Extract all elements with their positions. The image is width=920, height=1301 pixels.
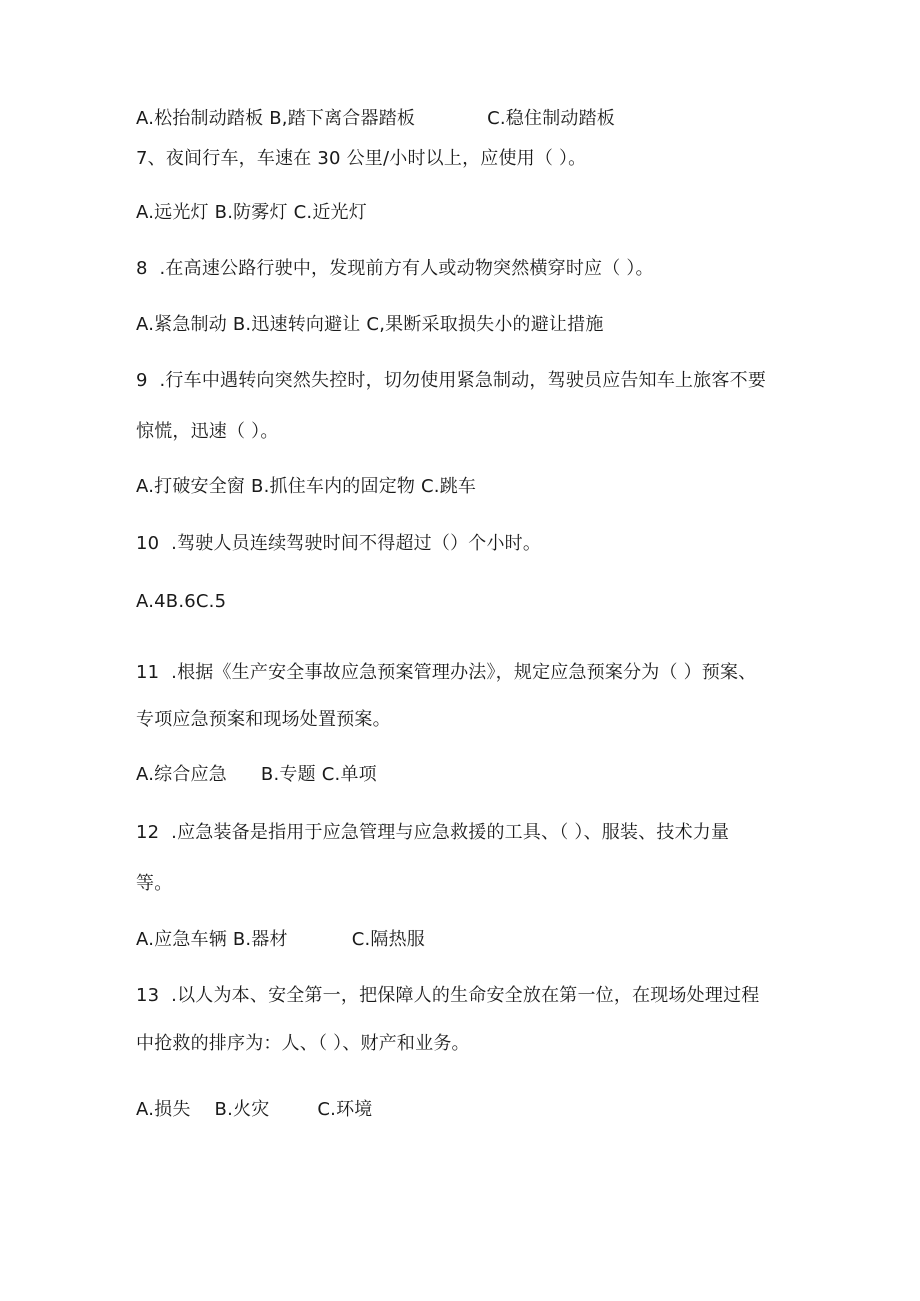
q12-option-c: C.隔热服 [351, 929, 426, 950]
question-9-line-2: 惊慌，迅速（ ）。 [136, 421, 279, 442]
question-13-line-1: 13 .以人为本、安全第一，把保障人的生命安全放在第一位，在现场处理过程 [136, 985, 760, 1006]
q8-options: A.紧急制动 B.迅速转向避让 C,果断采取损失小的避让措施 [136, 314, 604, 335]
q11-option-a: A.综合应急 [136, 764, 227, 785]
question-12-line-2: 等。 [136, 873, 173, 894]
q7-options: A.远光灯 B.防雾灯 C.近光灯 [136, 202, 367, 223]
question-12-line-1: 12 .应急装备是指用于应急管理与应急救援的工具、（ ）、服装、技术力量 [136, 822, 730, 843]
q9-options: A.打破安全窗 B.抓住车内的固定物 C.跳车 [136, 476, 477, 497]
q6-option-c: C.稳住制动踏板 [487, 108, 615, 129]
q6-options [136, 108, 615, 130]
q11-options-bc: B.专题 C.单项 [260, 764, 377, 785]
question-11-line-2: 专项应急预案和现场处置预案。 [136, 709, 391, 730]
q10-options: A.4B.6C.5 [136, 591, 227, 612]
q13-option-b: B.火灾 [214, 1099, 270, 1120]
question-9-line-1: 9 .行车中遇转向突然失控时，切勿使用紧急制动，驾驶员应告知车上旅客不要 [136, 370, 767, 391]
q12-options [136, 929, 425, 951]
question-10: 10 .驾驶人员连续驾驶时间不得超过（）个小时。 [136, 533, 542, 554]
q13-options [136, 1099, 373, 1121]
q13-option-c: C.环境 [317, 1099, 373, 1120]
question-7: 7、夜间行车，车速在 30 公里/小时以上，应使用（ ）。 [136, 148, 587, 169]
question-13-line-2: 中抢救的排序为：人、（ ）、财产和业务。 [136, 1033, 470, 1054]
question-8: 8 .在高速公路行驶中，发现前方有人或动物突然横穿时应（ ）。 [136, 258, 654, 279]
q13-option-a: A.损失 [136, 1099, 191, 1120]
q6-options-ab: A.松抬制动踏板 B,踏下离合器踏板 [136, 108, 416, 129]
q11-options [136, 764, 377, 786]
q12-options-ab: A.应急车辆 B.器材 [136, 929, 288, 950]
question-11-line-1: 11 .根据《生产安全事故应急预案管理办法》，规定应急预案分为（ ）预案、 [136, 662, 757, 683]
